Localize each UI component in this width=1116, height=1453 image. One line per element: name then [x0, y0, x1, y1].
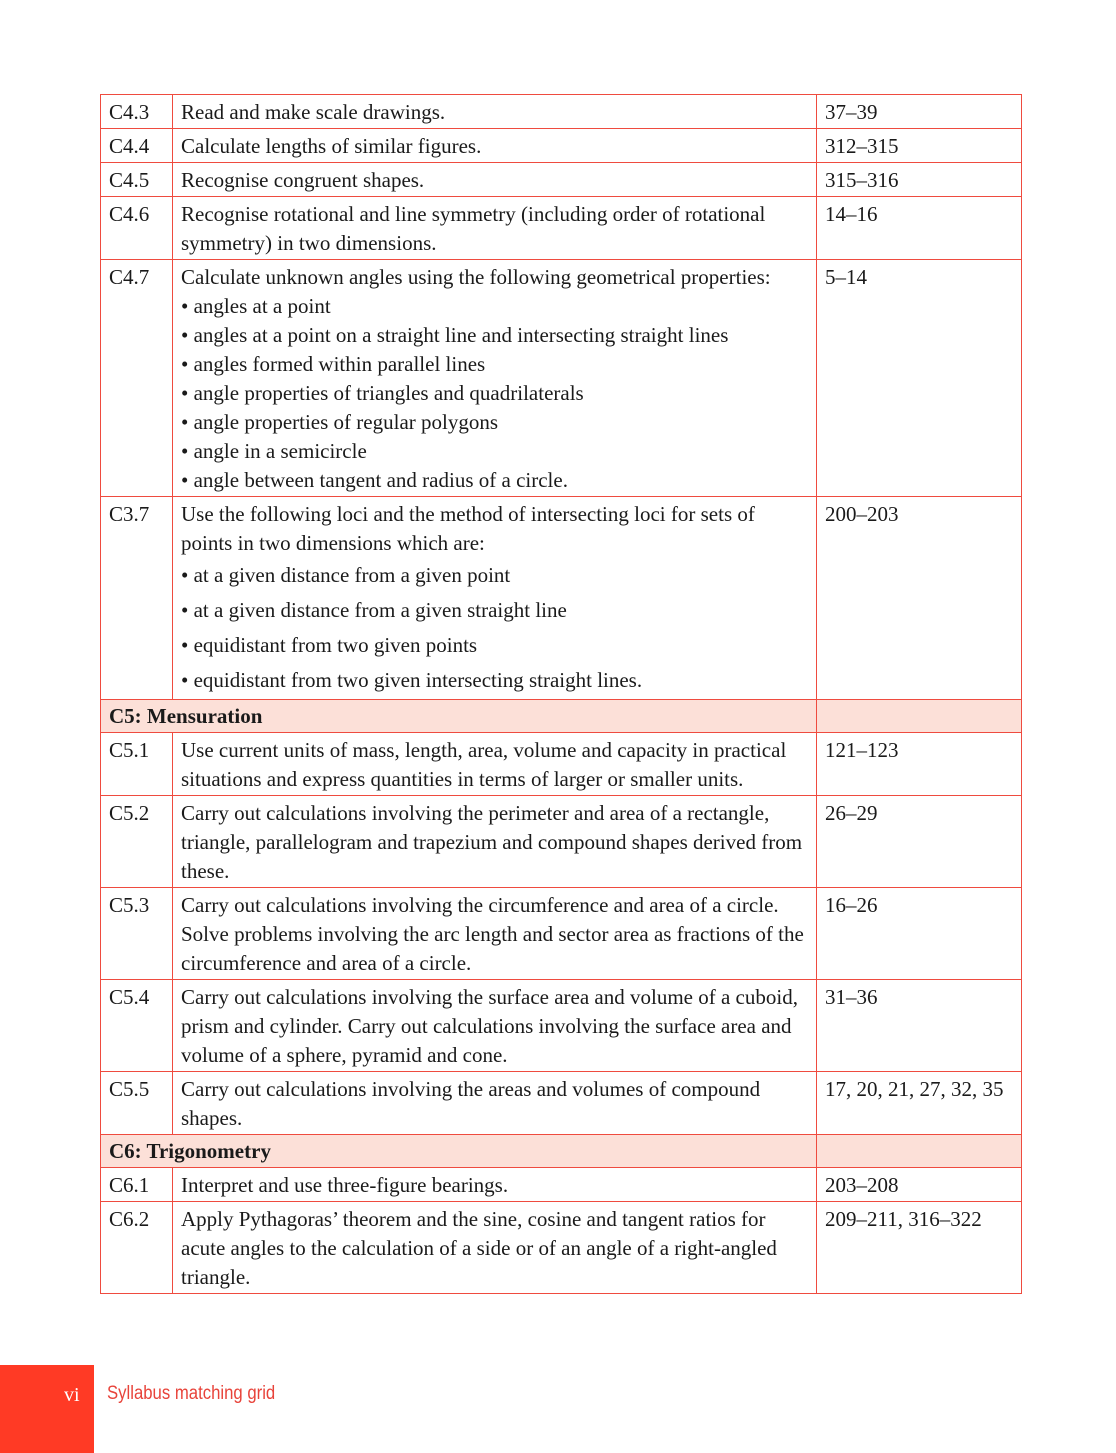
objective-code: C4.4 [101, 129, 173, 163]
objective-code: C4.6 [101, 197, 173, 260]
page-reference: 26–29 [817, 796, 1022, 888]
page-reference: 5–14 [817, 260, 1022, 497]
objective-code: C5.2 [101, 796, 173, 888]
table-row [101, 980, 1022, 1072]
syllabus-matching-table [100, 94, 1022, 1294]
page-reference: 37–39 [817, 95, 1022, 129]
objective-description: Interpret and use three-figure bearings. [173, 1168, 817, 1202]
objective-description-cell [173, 260, 817, 497]
section-header-trigonometry [101, 1135, 1022, 1168]
objective-code: C4.7 [101, 260, 173, 497]
page-reference: 14–16 [817, 197, 1022, 260]
table-row [101, 95, 1022, 129]
table-row [101, 497, 1022, 700]
objective-description: Use the following loci and the method of intersecting loci for sets of points in two dimensions which are: [181, 502, 755, 555]
table-row [101, 733, 1022, 796]
objective-code: C3.7 [101, 497, 173, 700]
objective-code: C5.5 [101, 1072, 173, 1135]
page-reference: 121–123 [817, 733, 1022, 796]
page-reference: 16–26 [817, 888, 1022, 980]
page-reference: 209–211, 316–322 [817, 1202, 1022, 1294]
objective-code: C6.1 [101, 1168, 173, 1202]
bullet-item: • equidistant from two given points [181, 628, 808, 663]
bullet-item: • angles formed within parallel lines [181, 350, 808, 379]
objective-description: Use current units of mass, length, area, volume and capacity in practical situations and express quantities in terms of larger or smaller units. [173, 733, 817, 796]
bullet-list [181, 292, 808, 495]
objective-code: C4.3 [101, 95, 173, 129]
objective-description: Calculate lengths of similar figures. [173, 129, 817, 163]
bullet-item: • angle between tangent and radius of a circle. [181, 466, 808, 495]
page-reference: 315–316 [817, 163, 1022, 197]
objective-description: Recognise congruent shapes. [173, 163, 817, 197]
table-row [101, 1072, 1022, 1135]
table-row [101, 888, 1022, 980]
footer-color-block [0, 1365, 94, 1453]
page-number: vi [64, 1384, 80, 1406]
bullet-item: • at a given distance from a given straight line [181, 593, 808, 628]
objective-description: Recognise rotational and line symmetry (including order of rotational symmetry) in two dimensions. [173, 197, 817, 260]
objective-code: C5.3 [101, 888, 173, 980]
bullet-item: • angle properties of regular polygons [181, 408, 808, 437]
table-row [101, 796, 1022, 888]
bullet-item: • angles at a point on a straight line and intersecting straight lines [181, 321, 808, 350]
objective-description: Carry out calculations involving the areas and volumes of compound shapes. [173, 1072, 817, 1135]
page-reference: 17, 20, 21, 27, 32, 35 [817, 1072, 1022, 1135]
objective-description: Calculate unknown angles using the following geometrical properties: [181, 265, 771, 289]
page-reference: 200–203 [817, 497, 1022, 700]
section-title: C6: Trigonometry [101, 1135, 817, 1168]
bullet-item: • equidistant from two given intersecting straight lines. [181, 663, 808, 698]
bullet-item: • angle properties of triangles and quadrilaterals [181, 379, 808, 408]
table-row [101, 1168, 1022, 1202]
table-row [101, 129, 1022, 163]
section-header-mensuration [101, 700, 1022, 733]
running-footer-title: Syllabus matching grid [107, 1383, 276, 1404]
objective-description: Apply Pythagoras’ theorem and the sine, cosine and tangent ratios for acute angles to the calculation of a side or of an angle of a right-angled triangle. [173, 1202, 817, 1294]
objective-description: Read and make scale drawings. [173, 95, 817, 129]
bullet-item: • angle in a semicircle [181, 437, 808, 466]
bullet-item: • angles at a point [181, 292, 808, 321]
objective-code: C5.1 [101, 733, 173, 796]
page-reference: 203–208 [817, 1168, 1022, 1202]
table-row [101, 260, 1022, 497]
section-ref-empty [817, 700, 1022, 733]
objective-description-cell [173, 497, 817, 700]
objective-description: Carry out calculations involving the circumference and area of a circle. Solve problems involving the arc length and sector area as fractions of the circumference and area of a circle. [173, 888, 817, 980]
objective-code: C5.4 [101, 980, 173, 1072]
section-ref-empty [817, 1135, 1022, 1168]
bullet-list [181, 558, 808, 698]
objective-description: Carry out calculations involving the perimeter and area of a rectangle, triangle, parallelogram and trapezium and compound shapes derived from these. [173, 796, 817, 888]
table-row [101, 163, 1022, 197]
page-reference: 312–315 [817, 129, 1022, 163]
page-reference: 31–36 [817, 980, 1022, 1072]
objective-code: C4.5 [101, 163, 173, 197]
objective-code: C6.2 [101, 1202, 173, 1294]
section-title: C5: Mensuration [101, 700, 817, 733]
bullet-item: • at a given distance from a given point [181, 558, 808, 593]
table-row [101, 1202, 1022, 1294]
table-row [101, 197, 1022, 260]
objective-description: Carry out calculations involving the surface area and volume of a cuboid, prism and cylinder. Carry out calculations involving the surface area and volume of a sphere, pyramid and cone. [173, 980, 817, 1072]
